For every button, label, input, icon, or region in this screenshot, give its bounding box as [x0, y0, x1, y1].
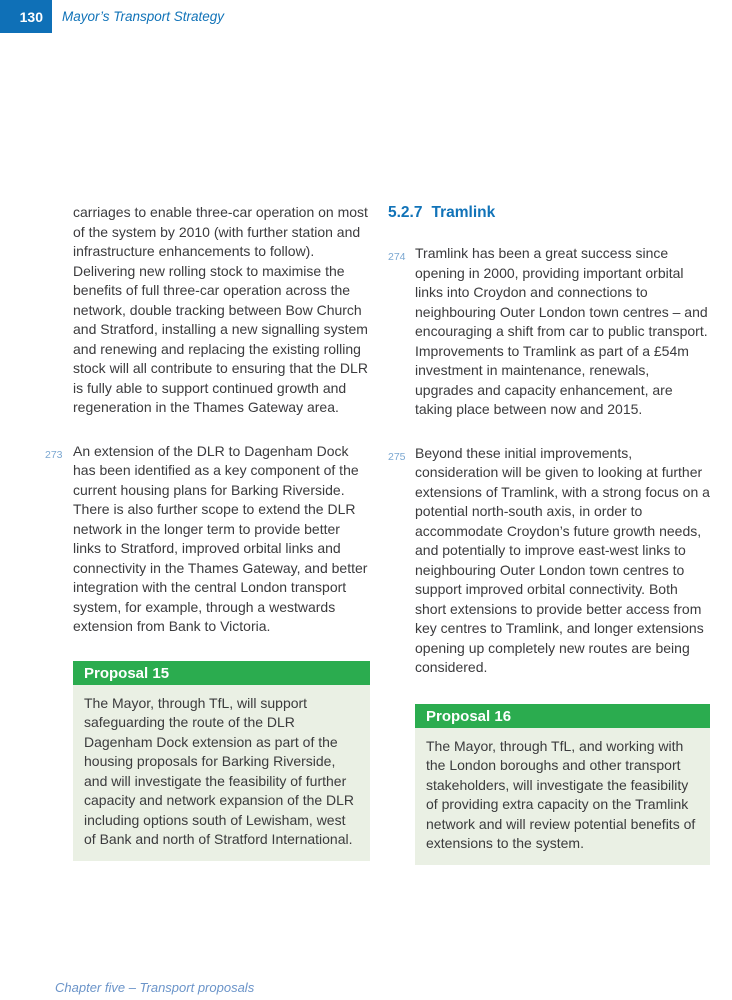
paragraph-text: carriages to enable three-car operation on most of the system by 2010 (with further station and infrastructure enhancements to follow). Delivering new rolling stock to maximise the benefits of full three-car operation across the network, double tracking between Bow Church and Stratford, installing a new signalling system and renewing and replacing the existing rolling stock will all contribute to ensuring that the DLR is fully able to support continued growth and regeneration in the Thames Gateway area. [73, 204, 368, 415]
paragraph-text: An extension of the DLR to Dagenham Dock has been identified as a key component of the current housing plans for Barking Riverside. There is also further scope to extend the DLR network in the longer term to provide better links to Stratford, improved orbital links and connectivity in the Thames Gateway, and better integration with the central London transport system, for example, through a westwards extension from Bank to Victoria. [73, 442, 368, 634]
proposal-text: The Mayor, through TfL, and working with the London boroughs and other transport stakeholders, will investigate the feasibility of providing extra capacity on the Tramlink network and will review potential benefits of extensions to the system. [415, 728, 710, 865]
section-heading-number: 5.2.7 [388, 204, 423, 221]
paragraph [388, 444, 710, 678]
proposal-box-16 [415, 704, 710, 865]
paragraph [45, 442, 370, 637]
proposal-title: Proposal 15 [73, 661, 370, 685]
proposal-text: The Mayor, through TfL, will support safeguarding the route of the DLR Dagenham Dock extension as part of the housing proposals for Barking Riverside, and will investigate the feasibility of further capacity and network expansion of the DLR including options south of Lewisham, west of Bank and north of Stratford International. [73, 685, 370, 861]
paragraph [45, 203, 370, 418]
paragraph-text: Tramlink has been a great success since opening in 2000, providing important orbital links into Croydon and connections to neighbouring Outer London town centres – and encouraging a shift from car to public transport. Improvements to Tramlink as part of a £54m investment in maintenance, renewals, upgrades and capacity enhancement, are taking place between now and 2015. [415, 245, 708, 417]
section-heading-title: Tramlink [431, 204, 496, 221]
left-column [45, 203, 370, 861]
paragraph-number: 273 [45, 448, 63, 461]
page-number: 130 [19, 9, 43, 25]
paragraph-number [45, 203, 73, 418]
proposal-title: Proposal 16 [415, 704, 710, 728]
paragraph-text: Beyond these initial improvements, consideration will be given to looking at further extensions of Tramlink, with a strong focus on a potential north-south axis, in order to accommodate Croydon’s future growth needs, and potentially to improve east-west links to neighbouring Outer London town centres to support improved orbital connectivity. Both short extensions to provide better access from key centres to Tramlink, and longer extensions opening up completely new routes are being considered. [415, 444, 710, 675]
paragraph-number: 274 [388, 251, 406, 263]
section-heading [388, 203, 710, 223]
proposal-box-15 [73, 661, 370, 861]
footer-text: Chapter five – Transport proposals [55, 980, 255, 995]
right-column [388, 203, 710, 865]
header-title: Mayor’s Transport Strategy [62, 9, 225, 24]
paragraph-number: 275 [388, 450, 406, 463]
paragraph [388, 244, 710, 420]
page-number-box [0, 0, 52, 33]
